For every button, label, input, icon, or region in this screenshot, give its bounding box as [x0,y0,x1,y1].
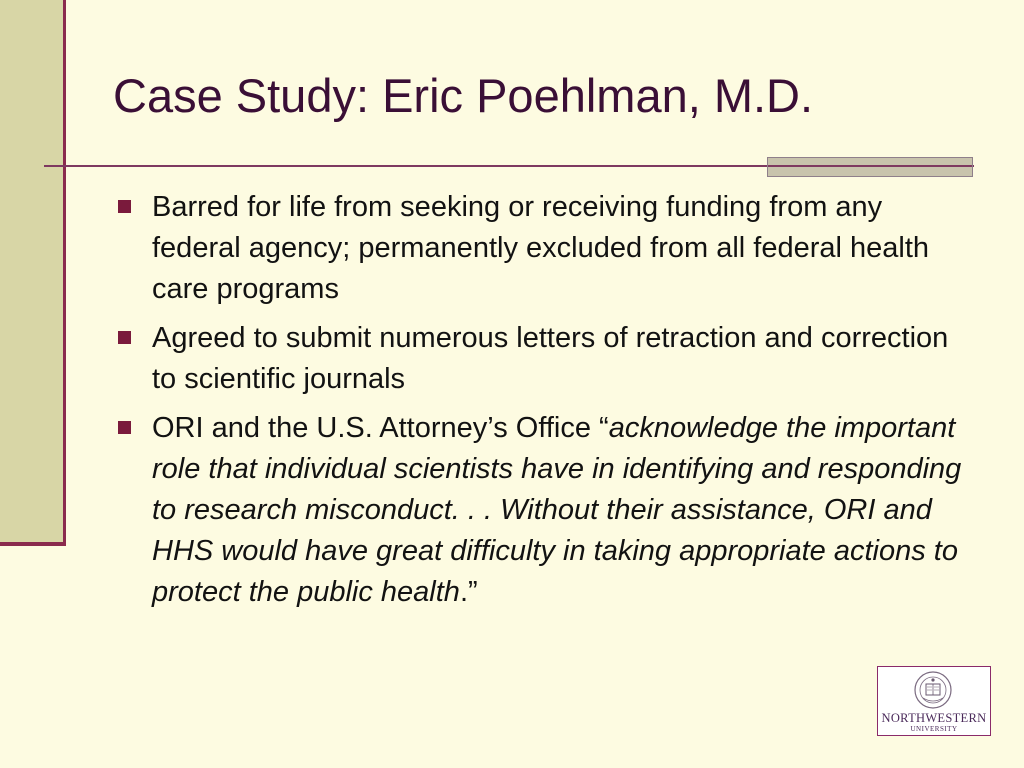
bullet-text: Agreed to submit numerous letters of retraction and correction to scientific journals [152,322,949,395]
bullet-quote: acknowledge the important role that individual scientists have in identifying and responding to research misconduct. . . Without their assistance, ORI and HHS would have great difficulty in taking appropriate actions to protect the public health [152,412,962,608]
northwestern-logo [877,666,991,736]
bullet-list [114,187,974,621]
left-decorative-band [0,0,66,546]
university-seal-icon [913,670,953,710]
logo-name: NORTHWESTERN [881,711,987,725]
square-bullet-icon [118,421,131,434]
bullet-text: Barred for life from seeking or receiving funding from any federal agency; permanently excluded from all federal health care programs [152,191,930,305]
square-bullet-icon [118,200,131,213]
bullet-item [114,187,974,310]
logo-subtitle: UNIVERSITY [910,725,958,733]
bullet-item [114,318,974,400]
divider-accent-block [767,157,973,177]
slide-title: Case Study: Eric Poehlman, M.D. [113,69,814,122]
bullet-text-lead: ORI and the U.S. Attorney’s Office “ [152,412,609,444]
bullet-text-tail: .” [459,576,478,608]
bullet-item [114,408,974,613]
square-bullet-icon [118,331,131,344]
